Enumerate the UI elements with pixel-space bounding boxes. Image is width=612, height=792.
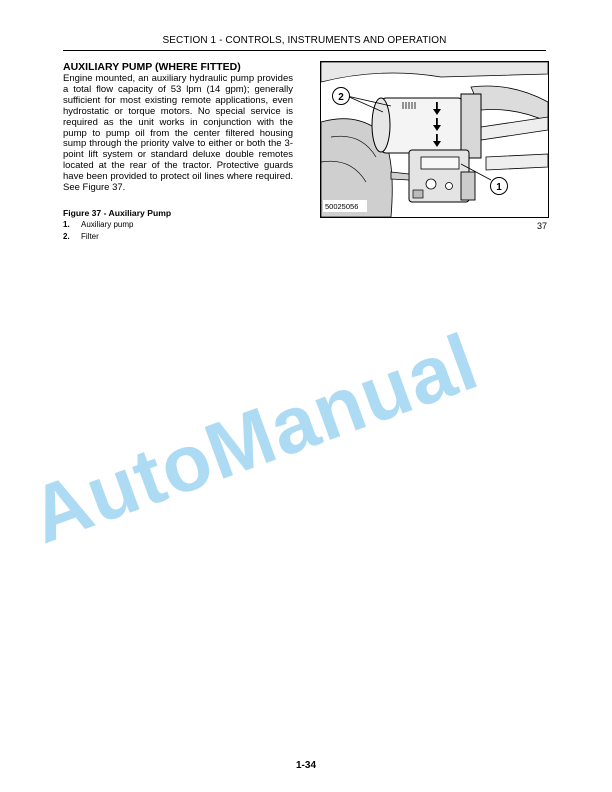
section-title: AUXILIARY PUMP (WHERE FITTED) xyxy=(63,61,241,73)
legend-label: Auxiliary pump xyxy=(81,220,134,229)
image-code: 50025056 xyxy=(325,202,359,211)
auxiliary-pump-illustration xyxy=(320,61,549,218)
section-header: SECTION 1 - CONTROLS, INSTRUMENTS AND OPERATION xyxy=(162,35,447,46)
callout-2 xyxy=(333,88,350,105)
legend-item-auxiliary-pump xyxy=(63,220,133,229)
legend-item-filter xyxy=(63,232,99,241)
figure-number: 37 xyxy=(536,221,547,231)
svg-text:2: 2 xyxy=(338,92,344,103)
legend-number: 2. xyxy=(63,232,70,241)
svg-text:1: 1 xyxy=(496,182,502,193)
page-number: 1-34 xyxy=(295,760,316,771)
header-divider xyxy=(63,50,546,51)
callout-1 xyxy=(491,178,508,195)
watermark: AutoManual xyxy=(18,316,489,561)
legend-number: 1. xyxy=(63,220,70,229)
legend-label: Filter xyxy=(81,232,99,241)
section-body-text: Engine mounted, an auxiliary hydraulic pump provides a total flow capacity of 53 lpm (14 gpm); generally sufficient for most existing remote applications, even hydrostatic or torque motors. No special service is required as the unit works in conjunction with the pump to pump oil from the center filtered housing sump through the priority valve to either or both the 3-point lift system or standard deluxe double remotes located at the rear of the tractor. Protective guards have been provided to protect oil lines where required. See Figure 37. xyxy=(63,73,293,194)
figure-caption: Figure 37 - Auxiliary Pump xyxy=(63,208,172,218)
